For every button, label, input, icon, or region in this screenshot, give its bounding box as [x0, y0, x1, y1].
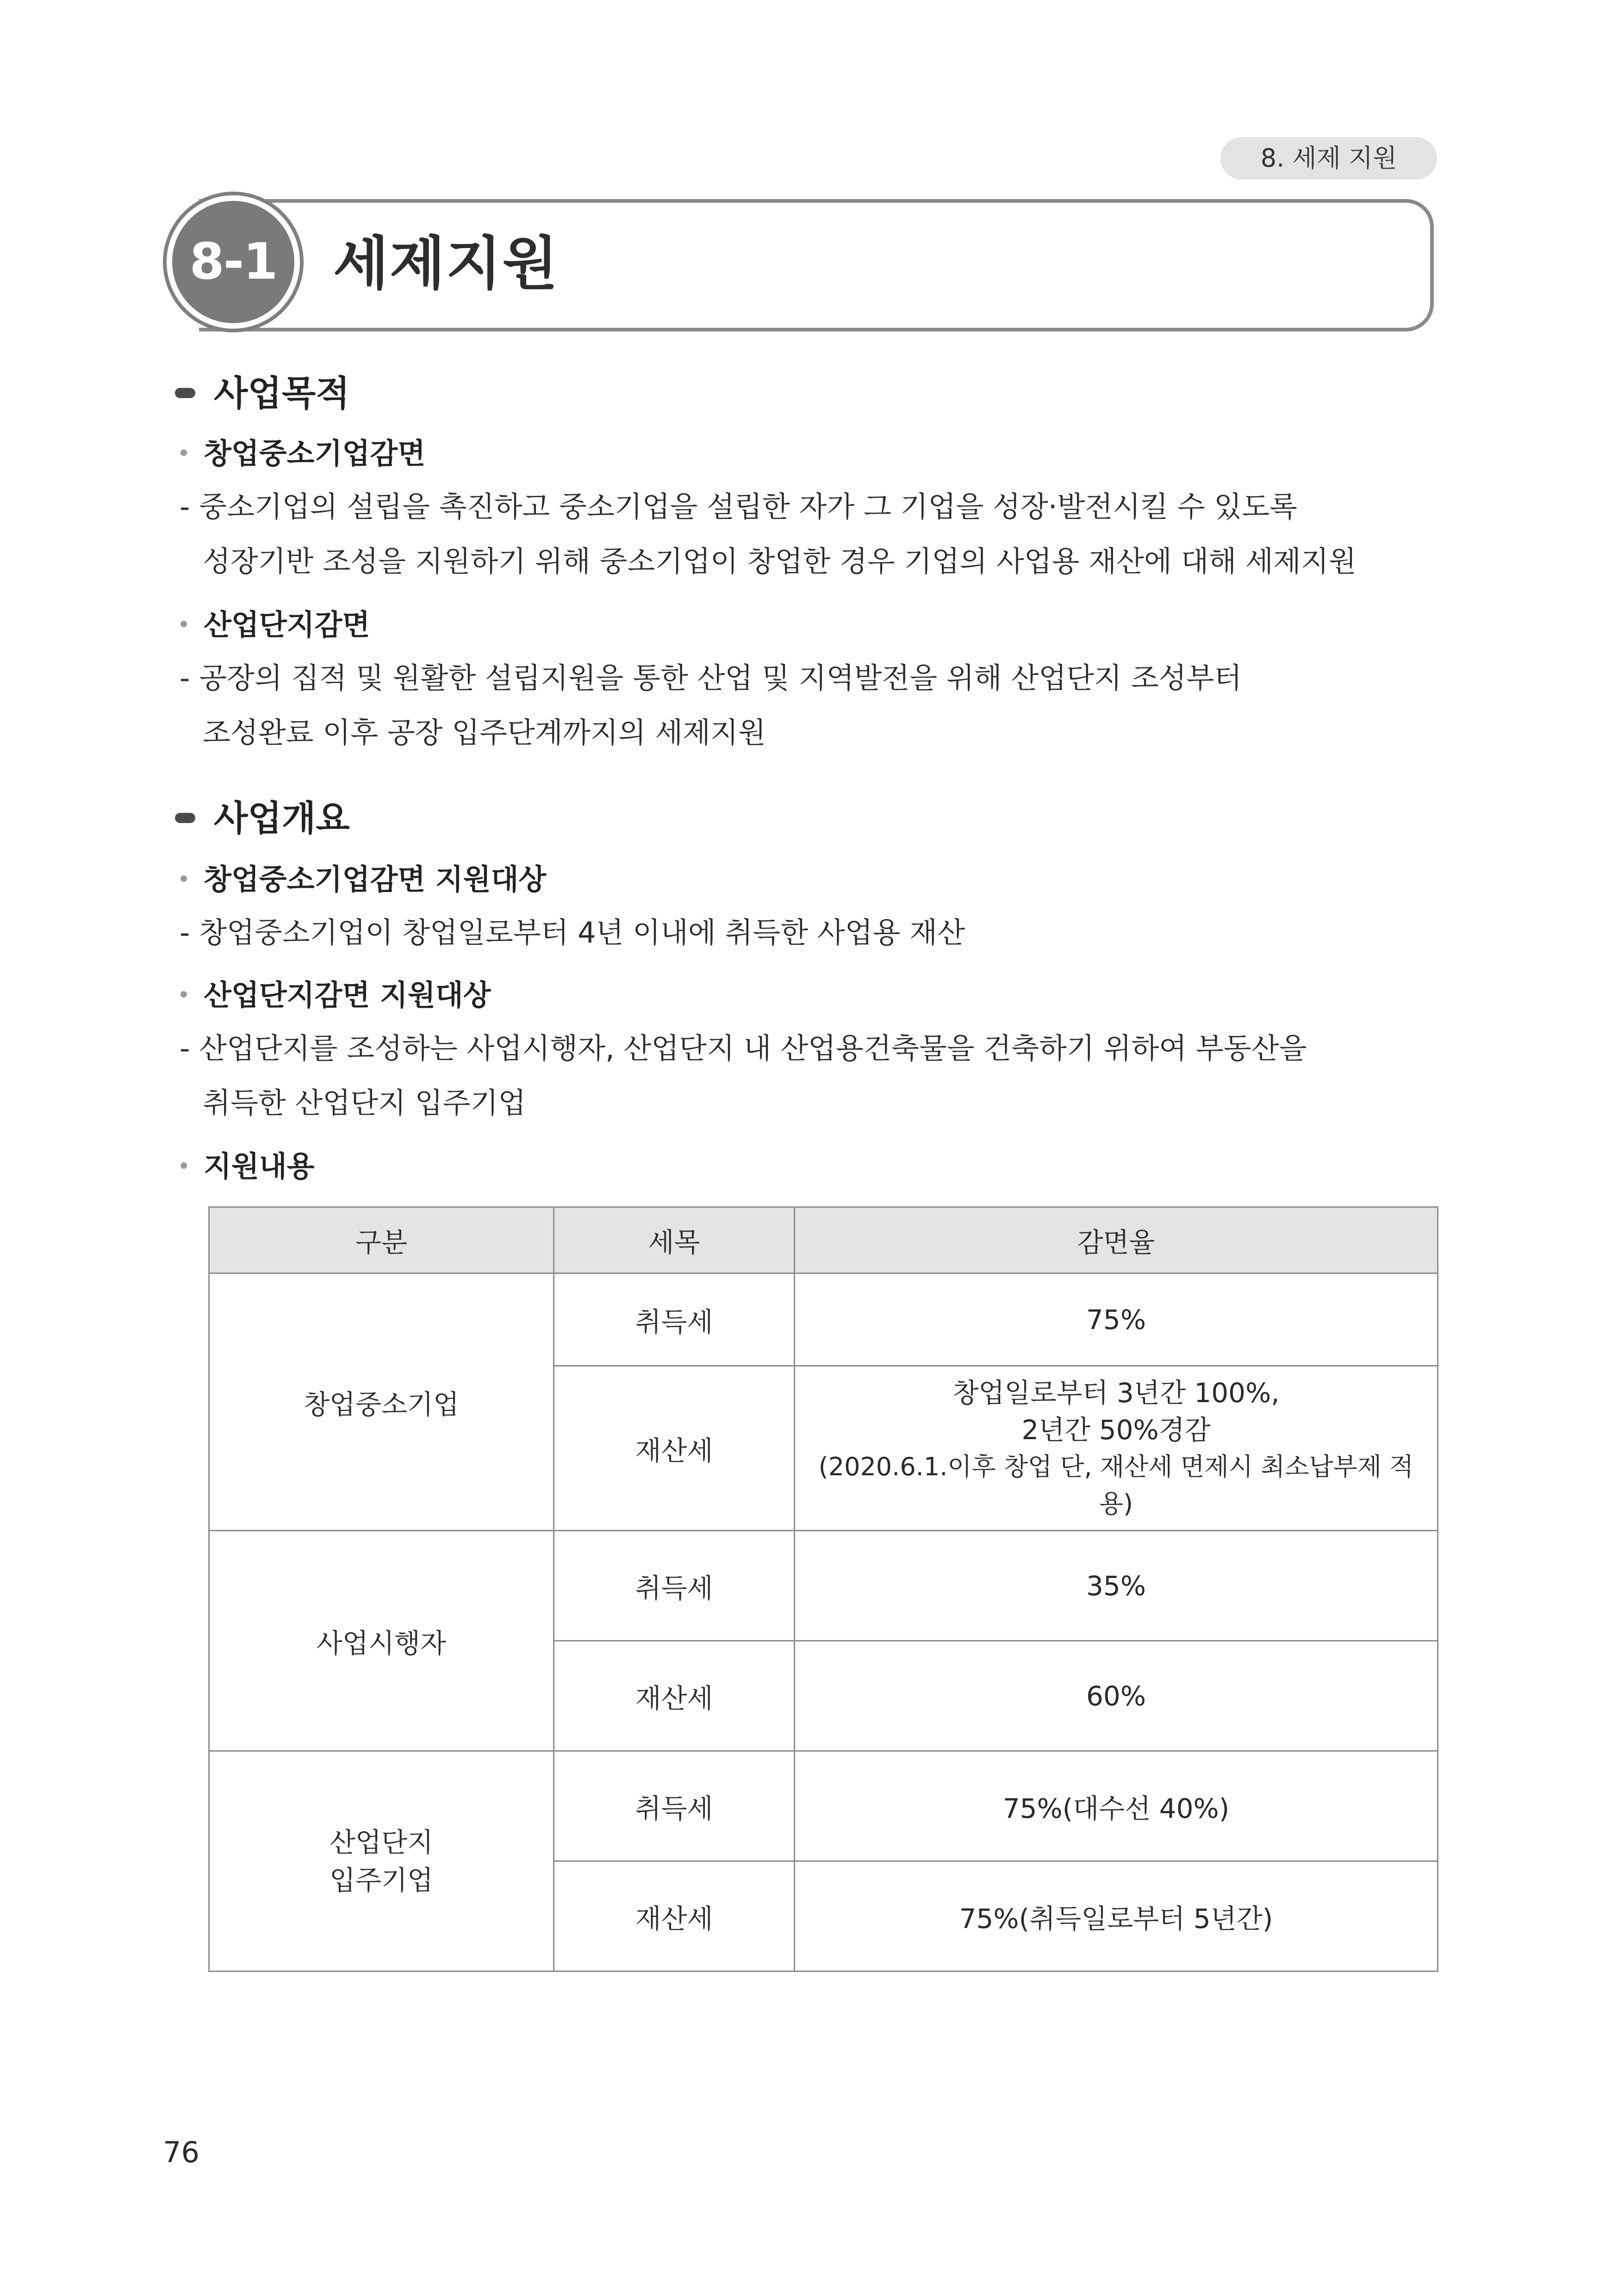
table-row — [209, 1273, 1438, 1366]
tax-cell: 재산세 — [554, 1366, 795, 1531]
body-line: - 창업중소기업이 창업일로부터 4년 이내에 취득한 사업용 재산 — [180, 916, 965, 949]
bullet-complex-target — [180, 972, 491, 1018]
bullet-industrial-complex-reduction — [180, 602, 370, 648]
bullet-label: 창업중소기업감면 — [204, 437, 426, 470]
rate-line: 2년간 50%경감 — [1021, 1414, 1211, 1446]
header-category: 구분 — [209, 1207, 554, 1273]
bullet-label: 지원내용 — [204, 1149, 315, 1183]
rate-note: (2020.6.1.이후 창업 단, 재산세 면제시 최소납부제 적용) — [818, 1452, 1414, 1518]
header-reduction-rate: 감면율 — [795, 1207, 1438, 1273]
page-number: 76 — [163, 2135, 199, 2169]
body-line: 조성완료 이후 공장 입주단계까지의 세제지원 — [203, 716, 766, 749]
bullet-dot-icon — [180, 991, 187, 998]
tax-cell: 재산세 — [554, 1641, 795, 1751]
tax-cell: 재산세 — [554, 1861, 795, 1972]
rate-cell: 75% — [795, 1273, 1438, 1366]
category-cell: 창업중소기업 — [209, 1273, 554, 1531]
section-heading-text: 사업개요 — [214, 798, 350, 839]
rate-cell — [795, 1366, 1438, 1531]
category-line: 입주기업 — [329, 1864, 434, 1896]
rate-cell: 75%(대수선 40%) — [795, 1751, 1438, 1861]
tax-reduction-table — [208, 1206, 1438, 1972]
page-title: 세제지원 — [333, 231, 559, 297]
body-line: - 산업단지를 조성하는 사업시행자, 산업단지 내 산업용건축물을 건축하기 위하여 부동산을 — [180, 1031, 1307, 1065]
tax-cell: 취득세 — [554, 1751, 795, 1861]
section-heading-text: 사업목적 — [214, 373, 350, 414]
body-line: - 중소기업의 설립을 촉진하고 중소기업을 설립한 자가 그 기업을 성장·발전시킬 수 있도록 — [180, 490, 1297, 524]
category-cell — [209, 1751, 554, 1972]
heading-dash-icon — [175, 813, 195, 823]
bullet-startup-target — [180, 856, 546, 903]
body-line: - 공장의 집적 및 원활한 설립지원을 통한 산업 및 지역발전을 위해 산업단지 조성부터 — [180, 661, 1242, 695]
section-number-badge: 8-1 — [172, 201, 294, 323]
bullet-dot-icon — [180, 875, 187, 882]
bullet-label: 창업중소기업감면 지원대상 — [204, 862, 547, 896]
category-line: 산업단지 — [329, 1826, 434, 1858]
section-heading-purpose — [175, 366, 350, 421]
bullet-dot-icon — [180, 1162, 187, 1169]
rate-cell: 60% — [795, 1641, 1438, 1751]
section-heading-overview — [175, 791, 350, 846]
table-row — [209, 1751, 1438, 1861]
heading-dash-icon — [175, 388, 195, 398]
bullet-label: 산업단지감면 지원대상 — [204, 978, 491, 1012]
header-tax-item: 세목 — [554, 1207, 795, 1273]
table-header-row — [209, 1207, 1438, 1273]
table-row — [209, 1531, 1438, 1641]
body-line: 성장기반 조성을 지원하기 위해 중소기업이 창업한 경우 기업의 사업용 재산에 대해 세제지원 — [203, 544, 1357, 578]
tax-cell: 취득세 — [554, 1531, 795, 1641]
rate-line: 창업일로부터 3년간 100%, — [952, 1377, 1280, 1409]
bullet-startup-reduction — [180, 430, 425, 477]
body-line: 취득한 산업단지 입주기업 — [203, 1086, 526, 1120]
bullet-support-content — [180, 1143, 315, 1190]
bullet-dot-icon — [180, 449, 187, 456]
chapter-tag: 8. 세제 지원 — [1220, 137, 1437, 180]
rate-cell: 75%(취득일로부터 5년간) — [795, 1861, 1438, 1972]
tax-cell: 취득세 — [554, 1273, 795, 1366]
rate-cell: 35% — [795, 1531, 1438, 1641]
bullet-label: 산업단지감면 — [204, 608, 370, 642]
category-cell: 사업시행자 — [209, 1531, 554, 1751]
bullet-dot-icon — [180, 621, 187, 627]
